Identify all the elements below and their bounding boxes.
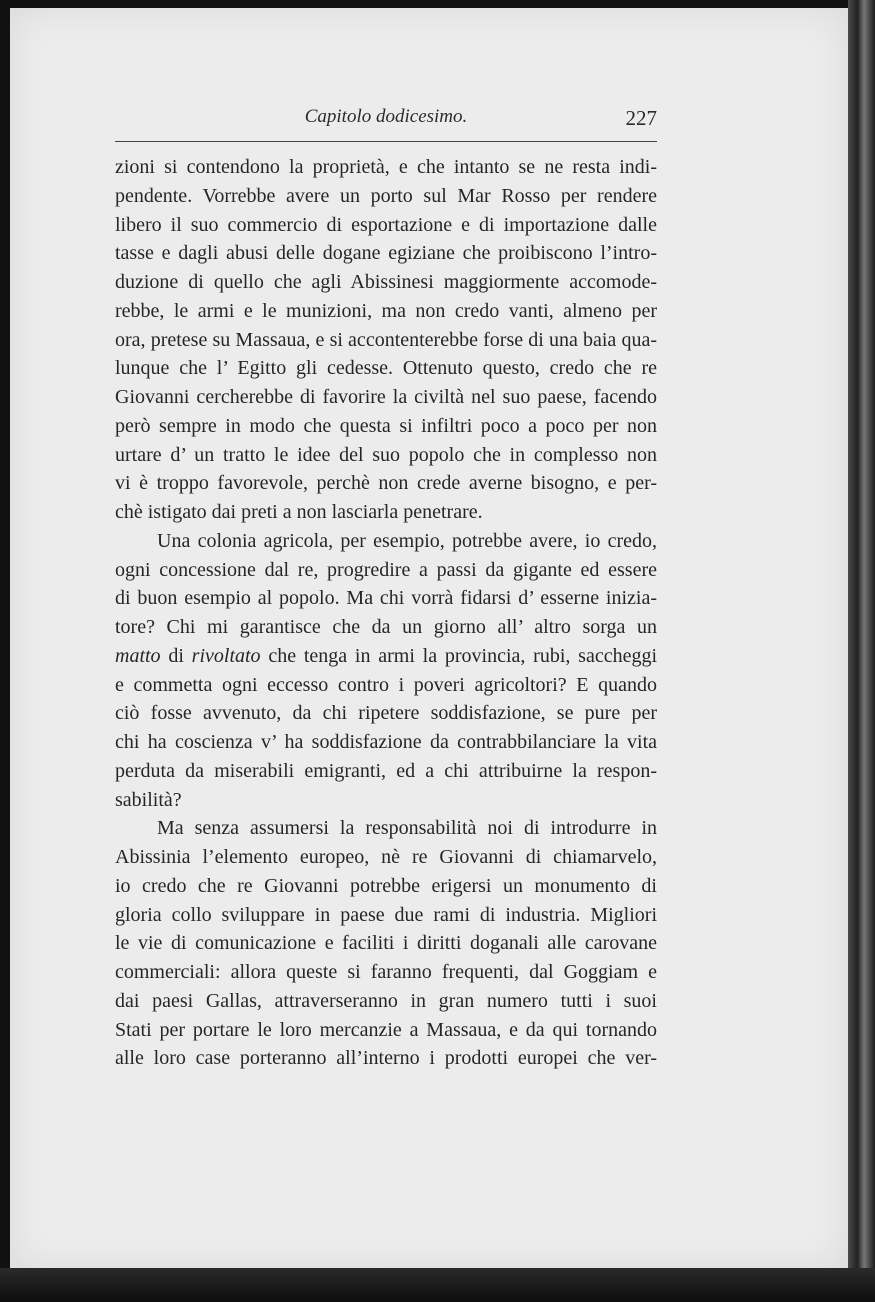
- text-line: duzione di quello che agli Abissinesi maggiormente accomode-: [115, 271, 657, 293]
- text-line: e commetta ogni eccesso contro i poveri agricoltori? E quando: [115, 673, 657, 696]
- text-line: pendente. Vorrebbe avere un porto sul Mar Rosso per rendere: [115, 184, 657, 207]
- text-line: rebbe, le armi e le munizioni, ma non credo vanti, almeno per: [115, 299, 657, 322]
- paragraph-start-line: Una colonia agricola, per esempio, potrebbe avere, io credo,: [157, 529, 657, 552]
- text-line-with-italics: [115, 642, 657, 671]
- text-line: Stati per portare le loro mercanzie a Massaua, e da qui tornando: [115, 1018, 657, 1041]
- text-line: lunque che l’ Egitto gli cedesse. Ottenuto questo, credo che re: [115, 357, 657, 380]
- text-line: libero il suo commercio di esportazione e di importazione dalle: [115, 213, 657, 236]
- text-line: Abissinia l’elemento europeo, nè re Giovanni di chiamarvelo,: [115, 846, 657, 868]
- text-line: chè istigato dai preti a non lasciarla penetrare.: [115, 501, 483, 523]
- paragraph-start-line: Ma senza assumersi la responsabilità noi di introdurre in: [157, 817, 657, 840]
- running-title: Capitolo dodicesimo.: [304, 106, 468, 127]
- text-line: urtare d’ un tratto le idee del suo popolo che in complesso non: [115, 443, 657, 466]
- text-fragment: di: [160, 644, 192, 667]
- text-line: alle loro case porteranno all’interno i prodotti europei che ver-: [115, 1047, 657, 1070]
- text-line: commerciali: allora queste si faranno frequenti, dal Goggiam e: [115, 961, 657, 983]
- text-line: ora, pretese su Massaua, e si accontenterebbe forse di una baia qua-: [115, 328, 657, 351]
- text-line: dai paesi Gallas, attraverseranno in gran numero tutti i suoi: [115, 989, 657, 1012]
- text-line: io credo che re Giovanni potrebbe erigersi un monumento di: [115, 874, 657, 897]
- book-edge-bottom: [0, 1268, 875, 1302]
- text-line: ciò fosse avvenuto, da chi ripetere soddisfazione, se pure per: [115, 702, 657, 725]
- text-line: tasse e dagli abusi delle dogane egiziane che proibiscono l’intro-: [115, 242, 657, 265]
- text-fragment: che tenga in armi la provincia, rubi, saccheggi: [260, 644, 658, 667]
- text-line: chi ha coscienza v’ ha soddisfazione da contrabbilanciare la vita: [115, 731, 657, 753]
- text-line: perduta da miserabili emigranti, ed a chi attribuirne la respon-: [115, 759, 657, 782]
- italic-phrase: rivoltato: [191, 644, 261, 667]
- text-line: ogni concessione dal re, progredire a passi da gigante ed essere: [115, 558, 657, 581]
- book-edge-right: [848, 0, 875, 1302]
- page-header: [115, 100, 657, 140]
- text-line: le vie di comunicazione e faciliti i diritti doganali alle carovane: [115, 932, 657, 955]
- text-line: vi è troppo favorevole, perchè non crede averne bisogno, e per-: [115, 472, 657, 495]
- text-line: di buon esempio al popolo. Ma chi vorrà fidarsi d’ esserne inizia-: [115, 587, 657, 610]
- text-line: gloria collo sviluppare in paese due rami di industria. Migliori: [115, 903, 657, 926]
- italic-phrase: matto: [115, 644, 161, 667]
- page-number: 227: [625, 106, 657, 130]
- body-text: [115, 153, 657, 1073]
- text-line: Giovanni cercherebbe di favorire la civiltà nel suo paese, facendo: [115, 386, 657, 408]
- header-rule: [115, 141, 657, 142]
- text-line: sabilità?: [115, 788, 182, 811]
- text-line: però sempre in modo che questa si infiltri poco a poco per non: [115, 414, 657, 437]
- text-line: zioni si contendono la proprietà, e che intanto se ne resta indi-: [115, 156, 657, 178]
- text-line: tore? Chi mi garantisce che da un giorno all’ altro sorga un: [115, 616, 657, 638]
